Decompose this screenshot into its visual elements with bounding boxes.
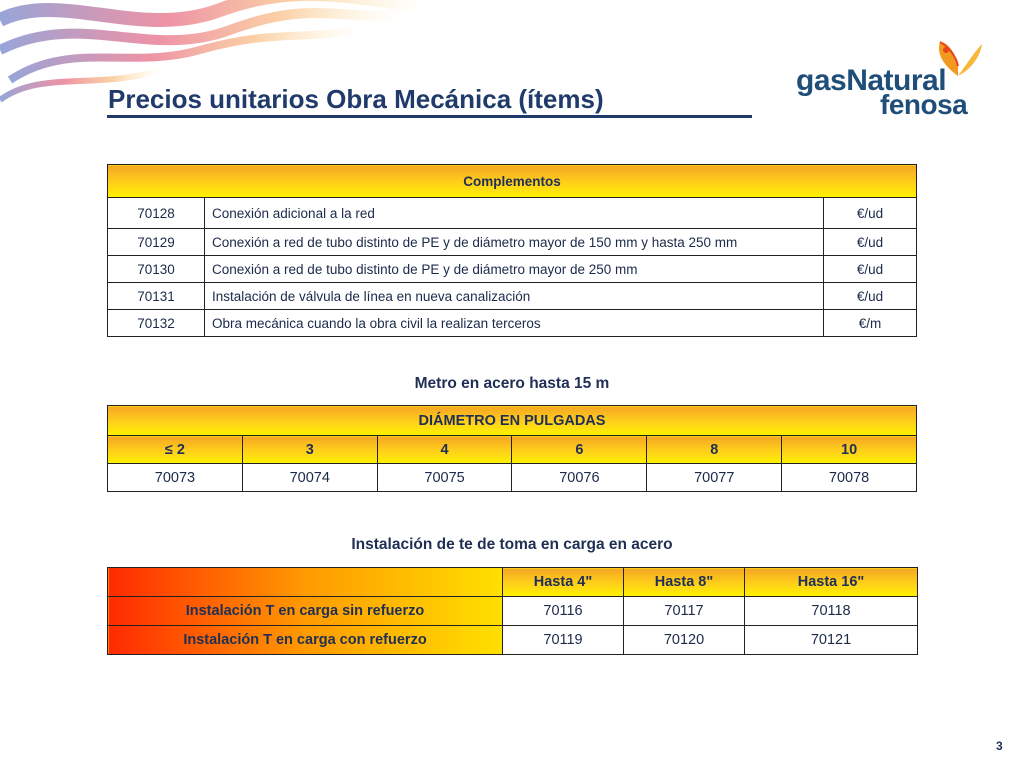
code-cell: 70078 (782, 464, 917, 492)
item-code: 70132 (108, 310, 205, 337)
table-row (108, 626, 918, 655)
title-underline (107, 115, 752, 118)
item-code: 70130 (108, 256, 205, 283)
metro-acero-subtitle: Metro en acero hasta 15 m (414, 375, 610, 392)
code-cell: 70121 (745, 626, 918, 655)
column-header: Hasta 4" (503, 568, 624, 597)
page-title: Precios unitarios Obra Mecánica (ítems) (108, 84, 604, 114)
logo-wordmark-line1: gasNatural (796, 64, 947, 97)
column-header: Hasta 8" (624, 568, 745, 597)
complementos-header: Complementos (108, 165, 917, 198)
page-number: 3 (996, 739, 1003, 753)
table-row (108, 464, 917, 492)
complementos-table (107, 164, 917, 337)
table-row (108, 310, 917, 337)
diameter-cell: 4 (377, 436, 512, 464)
table-row (108, 283, 917, 310)
diameter-cell: ≤ 2 (108, 436, 243, 464)
code-cell: 70116 (503, 597, 624, 626)
table-row (108, 568, 918, 597)
item-unit: €/ud (824, 198, 917, 229)
item-unit: €/ud (824, 283, 917, 310)
diameter-cell: 10 (782, 436, 917, 464)
table-row (108, 229, 917, 256)
table-row (108, 436, 917, 464)
item-code: 70129 (108, 229, 205, 256)
column-header: Hasta 16" (745, 568, 918, 597)
te-toma-subtitle: Instalación de te de toma en carga en acero (351, 536, 673, 553)
empty-header-cell (108, 568, 503, 597)
item-unit: €/m (824, 310, 917, 337)
item-unit: €/ud (824, 256, 917, 283)
code-cell: 70075 (377, 464, 512, 492)
code-cell: 70119 (503, 626, 624, 655)
item-code: 70128 (108, 198, 205, 229)
code-cell: 70073 (108, 464, 243, 492)
item-description: Conexión a red de tubo distinto de PE y de diámetro mayor de 150 mm y hasta 250 mm (205, 229, 824, 256)
table-row (108, 597, 918, 626)
item-description: Instalación de válvula de línea en nueva canalización (205, 283, 824, 310)
diameter-cell: 6 (512, 436, 647, 464)
diameter-cell: 3 (242, 436, 377, 464)
code-cell: 70074 (242, 464, 377, 492)
item-unit: €/ud (824, 229, 917, 256)
code-cell: 70118 (745, 597, 918, 626)
row-label: Instalación T en carga con refuerzo (108, 626, 503, 655)
item-description: Obra mecánica cuando la obra civil la realizan terceros (205, 310, 824, 337)
table-row (108, 256, 917, 283)
code-cell: 70120 (624, 626, 745, 655)
table-row (108, 198, 917, 229)
code-cell: 70076 (512, 464, 647, 492)
code-cell: 70117 (624, 597, 745, 626)
diameter-cell: 8 (647, 436, 782, 464)
code-cell: 70077 (647, 464, 782, 492)
item-description: Conexión a red de tubo distinto de PE y de diámetro mayor de 250 mm (205, 256, 824, 283)
te-toma-table (107, 567, 918, 655)
item-code: 70131 (108, 283, 205, 310)
logo-wordmark-line2: fenosa (880, 89, 968, 120)
row-label: Instalación T en carga sin refuerzo (108, 597, 503, 626)
diametro-header: DIÁMETRO EN PULGADAS (108, 406, 917, 436)
metro-acero-table (107, 405, 917, 492)
item-description: Conexión adicional a la red (205, 198, 824, 229)
